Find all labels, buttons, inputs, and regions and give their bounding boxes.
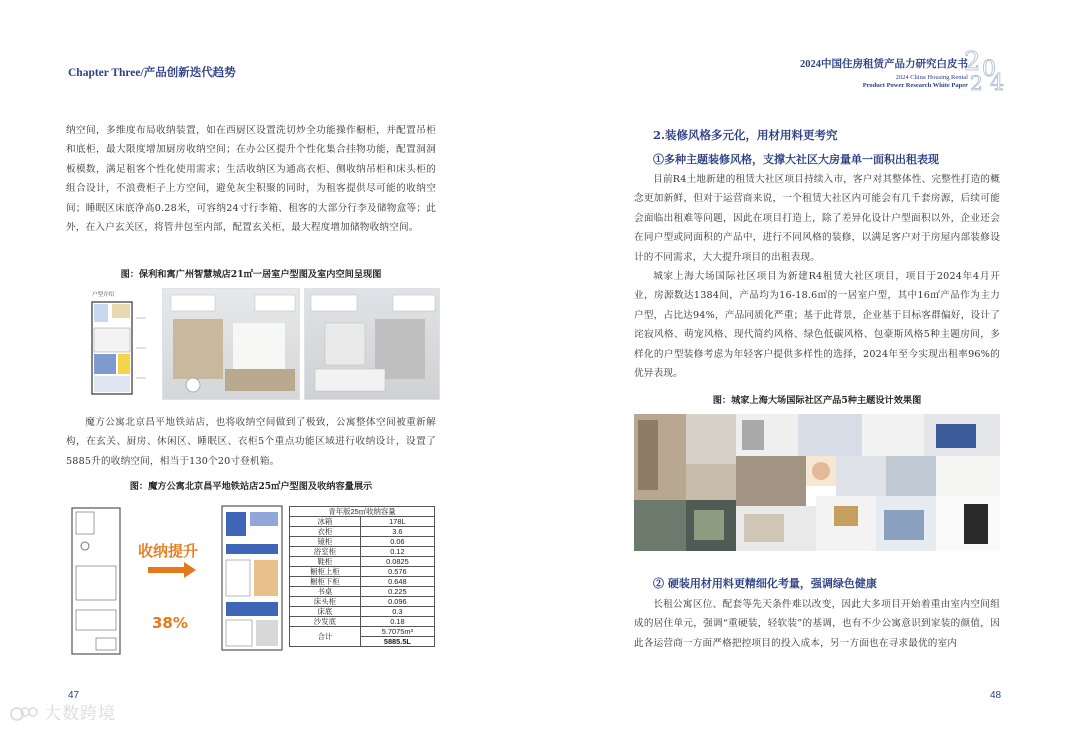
right-paragraph-3: 长租公寓区位、配套等先天条件难以改变，因此大多项目开始着重由室内空间组成的居住单元，强调“重硬装，轻软装”的基调，也有不少公寓意识到家装的颜值，因此各运营商一方面严格把控项目的投入成本，另一方面也在寻求最优的室内: [634, 599, 1000, 649]
storage-capacity-table: [289, 506, 435, 647]
figure-2-caption: 图：魔方公寓北京昌平地铁站店25㎡户型图及收纳容量展示: [129, 481, 373, 492]
interior-photo-2: [304, 288, 440, 400]
table-item-name: 床头柜: [290, 597, 361, 607]
storage-boost-percent: 38%: [152, 614, 188, 632]
table-item-value: 0.3: [360, 607, 434, 617]
table-item-value: 0.576: [360, 567, 434, 577]
table-total-liters: 5885.5L: [360, 637, 434, 647]
table-item-value: 0.06: [360, 537, 434, 547]
floor-plan-drawing: [78, 288, 152, 400]
svg-text:2: 2: [970, 71, 983, 94]
left-paragraph-2: 魔方公寓北京昌平地铁站店，也将收纳空间做到了极致，公寓整体空间被重新解构，在玄关、厨房、休闲区、睡眠区、衣柜5个重点功能区域进行收纳设计，设置了5885升的收纳空间，相当于130个20寸登机箱。: [66, 417, 436, 467]
table-row: [290, 517, 435, 527]
whitepaper-title-en2: Product Power Research White Paper: [862, 82, 968, 89]
floor-plan-label: 户型介绍: [92, 292, 115, 298]
right-subheading-2: ② 硬装用材用料更精细化考量，强调绿色健康: [653, 577, 877, 590]
table-row: [290, 527, 435, 537]
table-row: [290, 567, 435, 577]
table-item-name: 冰箱: [290, 517, 361, 527]
interior-photo-1: [162, 288, 300, 400]
right-paragraph-2: 城家上海大场国际社区项目为新建R4租赁大社区项目，项目于2024年4月开业，房源数达1384间，产品均为16-18.6㎡的一居室户型，其中16㎡产品作为主力户型，占比达94%，产品同质化严重；基于此背景，企业基于目标客群偏好，设计了诧寂风格、萌宠风格、现代简约风格、绿色低碳风格、包豪斯风格5种主题房间，多样化的户型装修考虑为年轻客户提供多样性的选择，2024年至今实现出租率96%的优异表现。: [634, 271, 1000, 380]
whitepaper-title-en1: 2024 China Housing Rental: [895, 74, 968, 81]
table-row: [290, 617, 435, 627]
table-item-name: 书桌: [290, 587, 361, 597]
svg-text:4: 4: [990, 71, 1004, 94]
table-item-name: 橱柜上柜: [290, 567, 361, 577]
watermark-logo-icon: [10, 705, 40, 723]
floor-plan-before-icon: [66, 506, 126, 658]
year-logo-icon: [960, 44, 1020, 94]
table-row: [290, 597, 435, 607]
whitepaper-title-cn: 2024中国住房租赁产品力研究白皮书: [800, 59, 968, 70]
watermark-text: 大数跨境: [44, 704, 116, 724]
floor-plan-after-icon: [218, 504, 288, 652]
right-page-number: 48: [990, 690, 1002, 701]
interior-photo-1-drawing: [163, 289, 301, 401]
table-item-name: 橱柜下柜: [290, 577, 361, 587]
table-item-name: 浴室柜: [290, 547, 361, 557]
theme-design-mosaic: [634, 414, 1000, 551]
table-total-m3: 5.7075m³: [360, 627, 434, 637]
interior-photo-2-drawing: [305, 289, 441, 401]
arrow-right-icon: [148, 562, 198, 578]
table-item-value: 0.12: [360, 547, 434, 557]
svg-text:0: 0: [982, 57, 996, 82]
table-item-name: 镜柜: [290, 537, 361, 547]
table-row: [290, 557, 435, 567]
table-row: [290, 587, 435, 597]
year-2024-logo: [960, 44, 1020, 94]
watermark: [10, 699, 116, 724]
right-paragraph-1: 目前R4土地新建的租赁大社区项目持续入市，客户对其整体性、完整性打造的概念更加新鲜，但对于运营商来说，一个租赁大社区内可能会有几千套房源，后续可能会面临出租难等问题，因此在项目打造上，除了差异化设计户型面积以外，企业还会在同户型或同面积的产品中，进行不同风格的装修，以满足客户对于房屋内部装修设计的不同需求，大大提升项目的出租表现。: [634, 174, 1000, 263]
storage-boost-label: 收纳提升: [138, 542, 199, 560]
table-item-value: 0.18: [360, 617, 434, 627]
table-item-value: 3.6: [360, 527, 434, 537]
table-item-name: 衣柜: [290, 527, 361, 537]
theme-room-collage: [634, 414, 1000, 551]
right-heading: 2.装修风格多元化，用材用料更考究: [653, 128, 838, 142]
table-total-row: [290, 627, 435, 637]
table-row: [290, 577, 435, 587]
table-item-value: 0.648: [360, 577, 434, 587]
table-total-label: 合计: [290, 627, 361, 647]
left-paragraph-1: 纳空间，多维度布局收纳装置，如在西厨区设置洗切炒全功能操作橱柜，并配置吊柜和底柜，最大限度增加厨房收纳空间；在办公区提升个性化集合挂物功能，配置洞洞板模数，满足租客个性化使用需求；生活收纳区为通高衣柜、侧收纳吊柜和床头柜的组合设计，不浪费柜子上方空间，避免灰尘积聚的同时，为租客提供尽可能的收纳空间；睡眠区床底净高0.28米，可容纳24寸行李箱、租客的大部分行李及储物盒等；此外，在入户玄关区，将管井包至内部，配置玄关柜，最大程度增加储物收纳空间。: [66, 125, 436, 234]
table-row: [290, 537, 435, 547]
table-item-value: 0.225: [360, 587, 434, 597]
chapter-header: Chapter Three/产品创新迭代趋势: [68, 67, 236, 79]
table-title: 青年版25㎡收纳容量: [290, 507, 435, 517]
floor-plan-image: [78, 288, 152, 400]
table-item-name: 沙发底: [290, 617, 361, 627]
table-item-name: 鞋柜: [290, 557, 361, 567]
table-item-value: 178L: [360, 517, 434, 527]
table-item-value: 0.0825: [360, 557, 434, 567]
table-row: [290, 547, 435, 557]
svg-text:2: 2: [964, 47, 981, 77]
table-item-name: 床底: [290, 607, 361, 617]
table-row: [290, 607, 435, 617]
right-subheading-1: ①多种主题装修风格，支撑大社区大房量单一面积出租表现: [653, 153, 939, 166]
whitepaper-header: [800, 56, 968, 89]
table-item-value: 0.096: [360, 597, 434, 607]
figure-1-images: [78, 288, 440, 400]
figure-1-caption: 图：保利和寓广州智慧城店21㎡一居室户型图及室内空间呈现图: [120, 269, 382, 280]
figure-3-caption: 图：城家上海大场国际社区产品5种主题设计效果图: [712, 395, 922, 406]
left-page-number: 47: [68, 690, 80, 701]
